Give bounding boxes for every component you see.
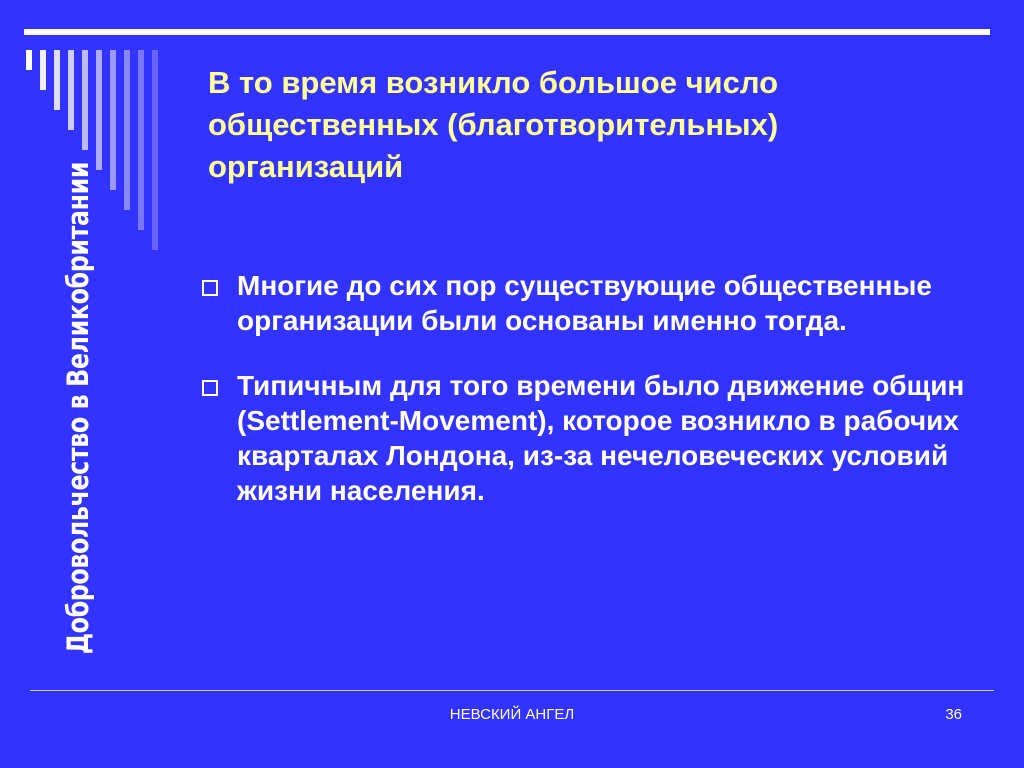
stripe [124,50,130,210]
square-bullet-icon [202,280,218,296]
stripe [40,50,46,90]
bullet-item [200,368,980,508]
stripe [26,50,32,70]
page-number: 36 [945,706,962,723]
slide-title: В то время возникло большое число общественных (благотворительных) организаций [208,65,779,184]
bullet-text: Многие до сих пор существующие общественные организации были основаны именно тогда. [237,270,932,336]
square-bullet-icon [202,380,218,396]
top-rule [24,29,990,35]
stripe [152,50,158,250]
stripe [54,50,60,110]
stripe [110,50,116,190]
vertical-section-title: Добровольчество в Великобритании [61,161,95,655]
bullet-text: Типичным для того времени было движение общин (Settlement-Movement), которое возникло в рабочих кварталах Лондона, из-за нечеловеческих условий жизни населения. [237,370,965,506]
bullet-item [200,268,980,338]
stripe [138,50,144,230]
footer-text: НЕВСКИЙ АНГЕЛ [449,706,575,723]
footer-rule [30,690,994,691]
bullet-list [200,268,980,538]
stripe [96,50,102,170]
